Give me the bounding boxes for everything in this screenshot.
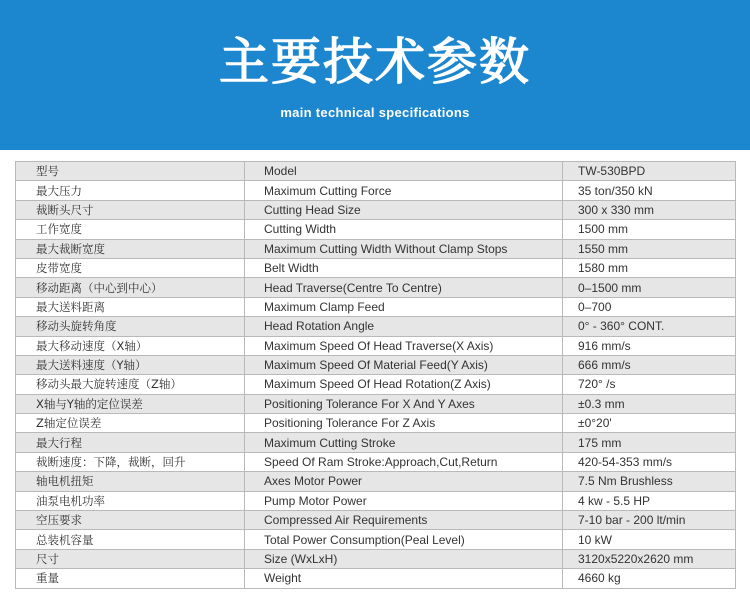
spec-row bbox=[16, 317, 736, 336]
page-subtitle: main technical specifications bbox=[280, 105, 470, 120]
spec-label-cn: 最大移动速度（X轴） bbox=[16, 336, 245, 355]
spec-label-cn: 裁断头尺寸 bbox=[16, 200, 245, 219]
spec-label-en: Compressed Air Requirements bbox=[245, 511, 563, 530]
spec-value: TW-530BPD bbox=[563, 162, 736, 181]
spec-value: 420-54-353 mm/s bbox=[563, 452, 736, 471]
spec-label-cn: 皮带宽度 bbox=[16, 258, 245, 277]
spec-row bbox=[16, 220, 736, 239]
spec-label-en: Maximum Cutting Force bbox=[245, 181, 563, 200]
spec-label-en: Maximum Cutting Width Without Clamp Stops bbox=[245, 239, 563, 258]
spec-value: 35 ton/350 kN bbox=[563, 181, 736, 200]
spec-row bbox=[16, 569, 736, 588]
spec-label-cn: 尺寸 bbox=[16, 549, 245, 568]
page-title: 主要技术参数 bbox=[219, 33, 531, 91]
spec-label-cn: Z轴定位误差 bbox=[16, 414, 245, 433]
spec-row bbox=[16, 530, 736, 549]
spec-label-cn: 移动距离（中心到中心） bbox=[16, 278, 245, 297]
spec-label-en: Maximum Clamp Feed bbox=[245, 297, 563, 316]
spec-label-cn: 工作宽度 bbox=[16, 220, 245, 239]
spec-row bbox=[16, 472, 736, 491]
spec-value: 7-10 bar - 200 lt/min bbox=[563, 511, 736, 530]
spec-label-cn: 油泵电机功率 bbox=[16, 491, 245, 510]
spec-value: 175 mm bbox=[563, 433, 736, 452]
spec-label-cn: 最大行程 bbox=[16, 433, 245, 452]
spec-value: 7.5 Nm Brushless bbox=[563, 472, 736, 491]
spec-value: 10 kW bbox=[563, 530, 736, 549]
spec-label-cn: 空压要求 bbox=[16, 511, 245, 530]
spec-label-en: Weight bbox=[245, 569, 563, 588]
spec-label-en: Model bbox=[245, 162, 563, 181]
spec-label-en: Belt Width bbox=[245, 258, 563, 277]
spec-label-cn: X轴与Y轴的定位误差 bbox=[16, 394, 245, 413]
spec-label-en: Axes Motor Power bbox=[245, 472, 563, 491]
spec-row bbox=[16, 297, 736, 316]
spec-label-en: Maximum Speed Of Head Traverse(X Axis) bbox=[245, 336, 563, 355]
spec-label-en: Cutting Width bbox=[245, 220, 563, 239]
spec-value: 0–700 bbox=[563, 297, 736, 316]
spec-label-en: Speed Of Ram Stroke:Approach,Cut,Return bbox=[245, 452, 563, 471]
spec-value: ±0.3 mm bbox=[563, 394, 736, 413]
spec-label-cn: 移动头旋转角度 bbox=[16, 317, 245, 336]
spec-label-cn: 轴电机扭矩 bbox=[16, 472, 245, 491]
header-banner bbox=[0, 0, 750, 150]
spec-label-cn: 最大裁断宽度 bbox=[16, 239, 245, 258]
spec-row bbox=[16, 394, 736, 413]
spec-row bbox=[16, 239, 736, 258]
spec-row bbox=[16, 414, 736, 433]
spec-value: ±0°20' bbox=[563, 414, 736, 433]
spec-row bbox=[16, 278, 736, 297]
spec-value: 916 mm/s bbox=[563, 336, 736, 355]
spec-value: 1580 mm bbox=[563, 258, 736, 277]
spec-label-cn: 重量 bbox=[16, 569, 245, 588]
spec-row bbox=[16, 452, 736, 471]
spec-label-en: Total Power Consumption(Peal Level) bbox=[245, 530, 563, 549]
spec-row bbox=[16, 355, 736, 374]
spec-value: 1550 mm bbox=[563, 239, 736, 258]
spec-row bbox=[16, 433, 736, 452]
spec-label-cn: 总装机容量 bbox=[16, 530, 245, 549]
spec-value: 4 kw - 5.5 HP bbox=[563, 491, 736, 510]
spec-value: 4660 kg bbox=[563, 569, 736, 588]
spec-row bbox=[16, 258, 736, 277]
spec-row bbox=[16, 549, 736, 568]
spec-row bbox=[16, 491, 736, 510]
spec-label-en: Maximum Speed Of Material Feed(Y Axis) bbox=[245, 355, 563, 374]
spec-label-en: Positioning Tolerance For Z Axis bbox=[245, 414, 563, 433]
spec-label-en: Pump Motor Power bbox=[245, 491, 563, 510]
spec-row bbox=[16, 200, 736, 219]
spec-label-cn: 型号 bbox=[16, 162, 245, 181]
spec-row bbox=[16, 162, 736, 181]
spec-value: 3120x5220x2620 mm bbox=[563, 549, 736, 568]
spec-value: 720° /s bbox=[563, 375, 736, 394]
spec-label-en: Maximum Cutting Stroke bbox=[245, 433, 563, 452]
spec-value: 0° - 360° CONT. bbox=[563, 317, 736, 336]
spec-label-en: Cutting Head Size bbox=[245, 200, 563, 219]
spec-label-en: Size (WxLxH) bbox=[245, 549, 563, 568]
spec-label-cn: 最大送料速度（Y轴） bbox=[16, 355, 245, 374]
spec-value: 300 x 330 mm bbox=[563, 200, 736, 219]
spec-table-body bbox=[16, 162, 736, 589]
spec-row bbox=[16, 375, 736, 394]
spec-label-en: Maximum Speed Of Head Rotation(Z Axis) bbox=[245, 375, 563, 394]
spec-label-en: Positioning Tolerance For X And Y Axes bbox=[245, 394, 563, 413]
spec-table bbox=[15, 161, 736, 589]
spec-row bbox=[16, 511, 736, 530]
spec-label-cn: 最大压力 bbox=[16, 181, 245, 200]
spec-label-cn: 裁断速度：下降，裁断，回升 bbox=[16, 452, 245, 471]
spec-row bbox=[16, 336, 736, 355]
spec-value: 1500 mm bbox=[563, 220, 736, 239]
spec-value: 0–1500 mm bbox=[563, 278, 736, 297]
spec-row bbox=[16, 181, 736, 200]
spec-value: 666 mm/s bbox=[563, 355, 736, 374]
spec-label-en: Head Traverse(Centre To Centre) bbox=[245, 278, 563, 297]
spec-label-en: Head Rotation Angle bbox=[245, 317, 563, 336]
spec-label-cn: 最大送料距离 bbox=[16, 297, 245, 316]
spec-label-cn: 移动头最大旋转速度（Z轴） bbox=[16, 375, 245, 394]
